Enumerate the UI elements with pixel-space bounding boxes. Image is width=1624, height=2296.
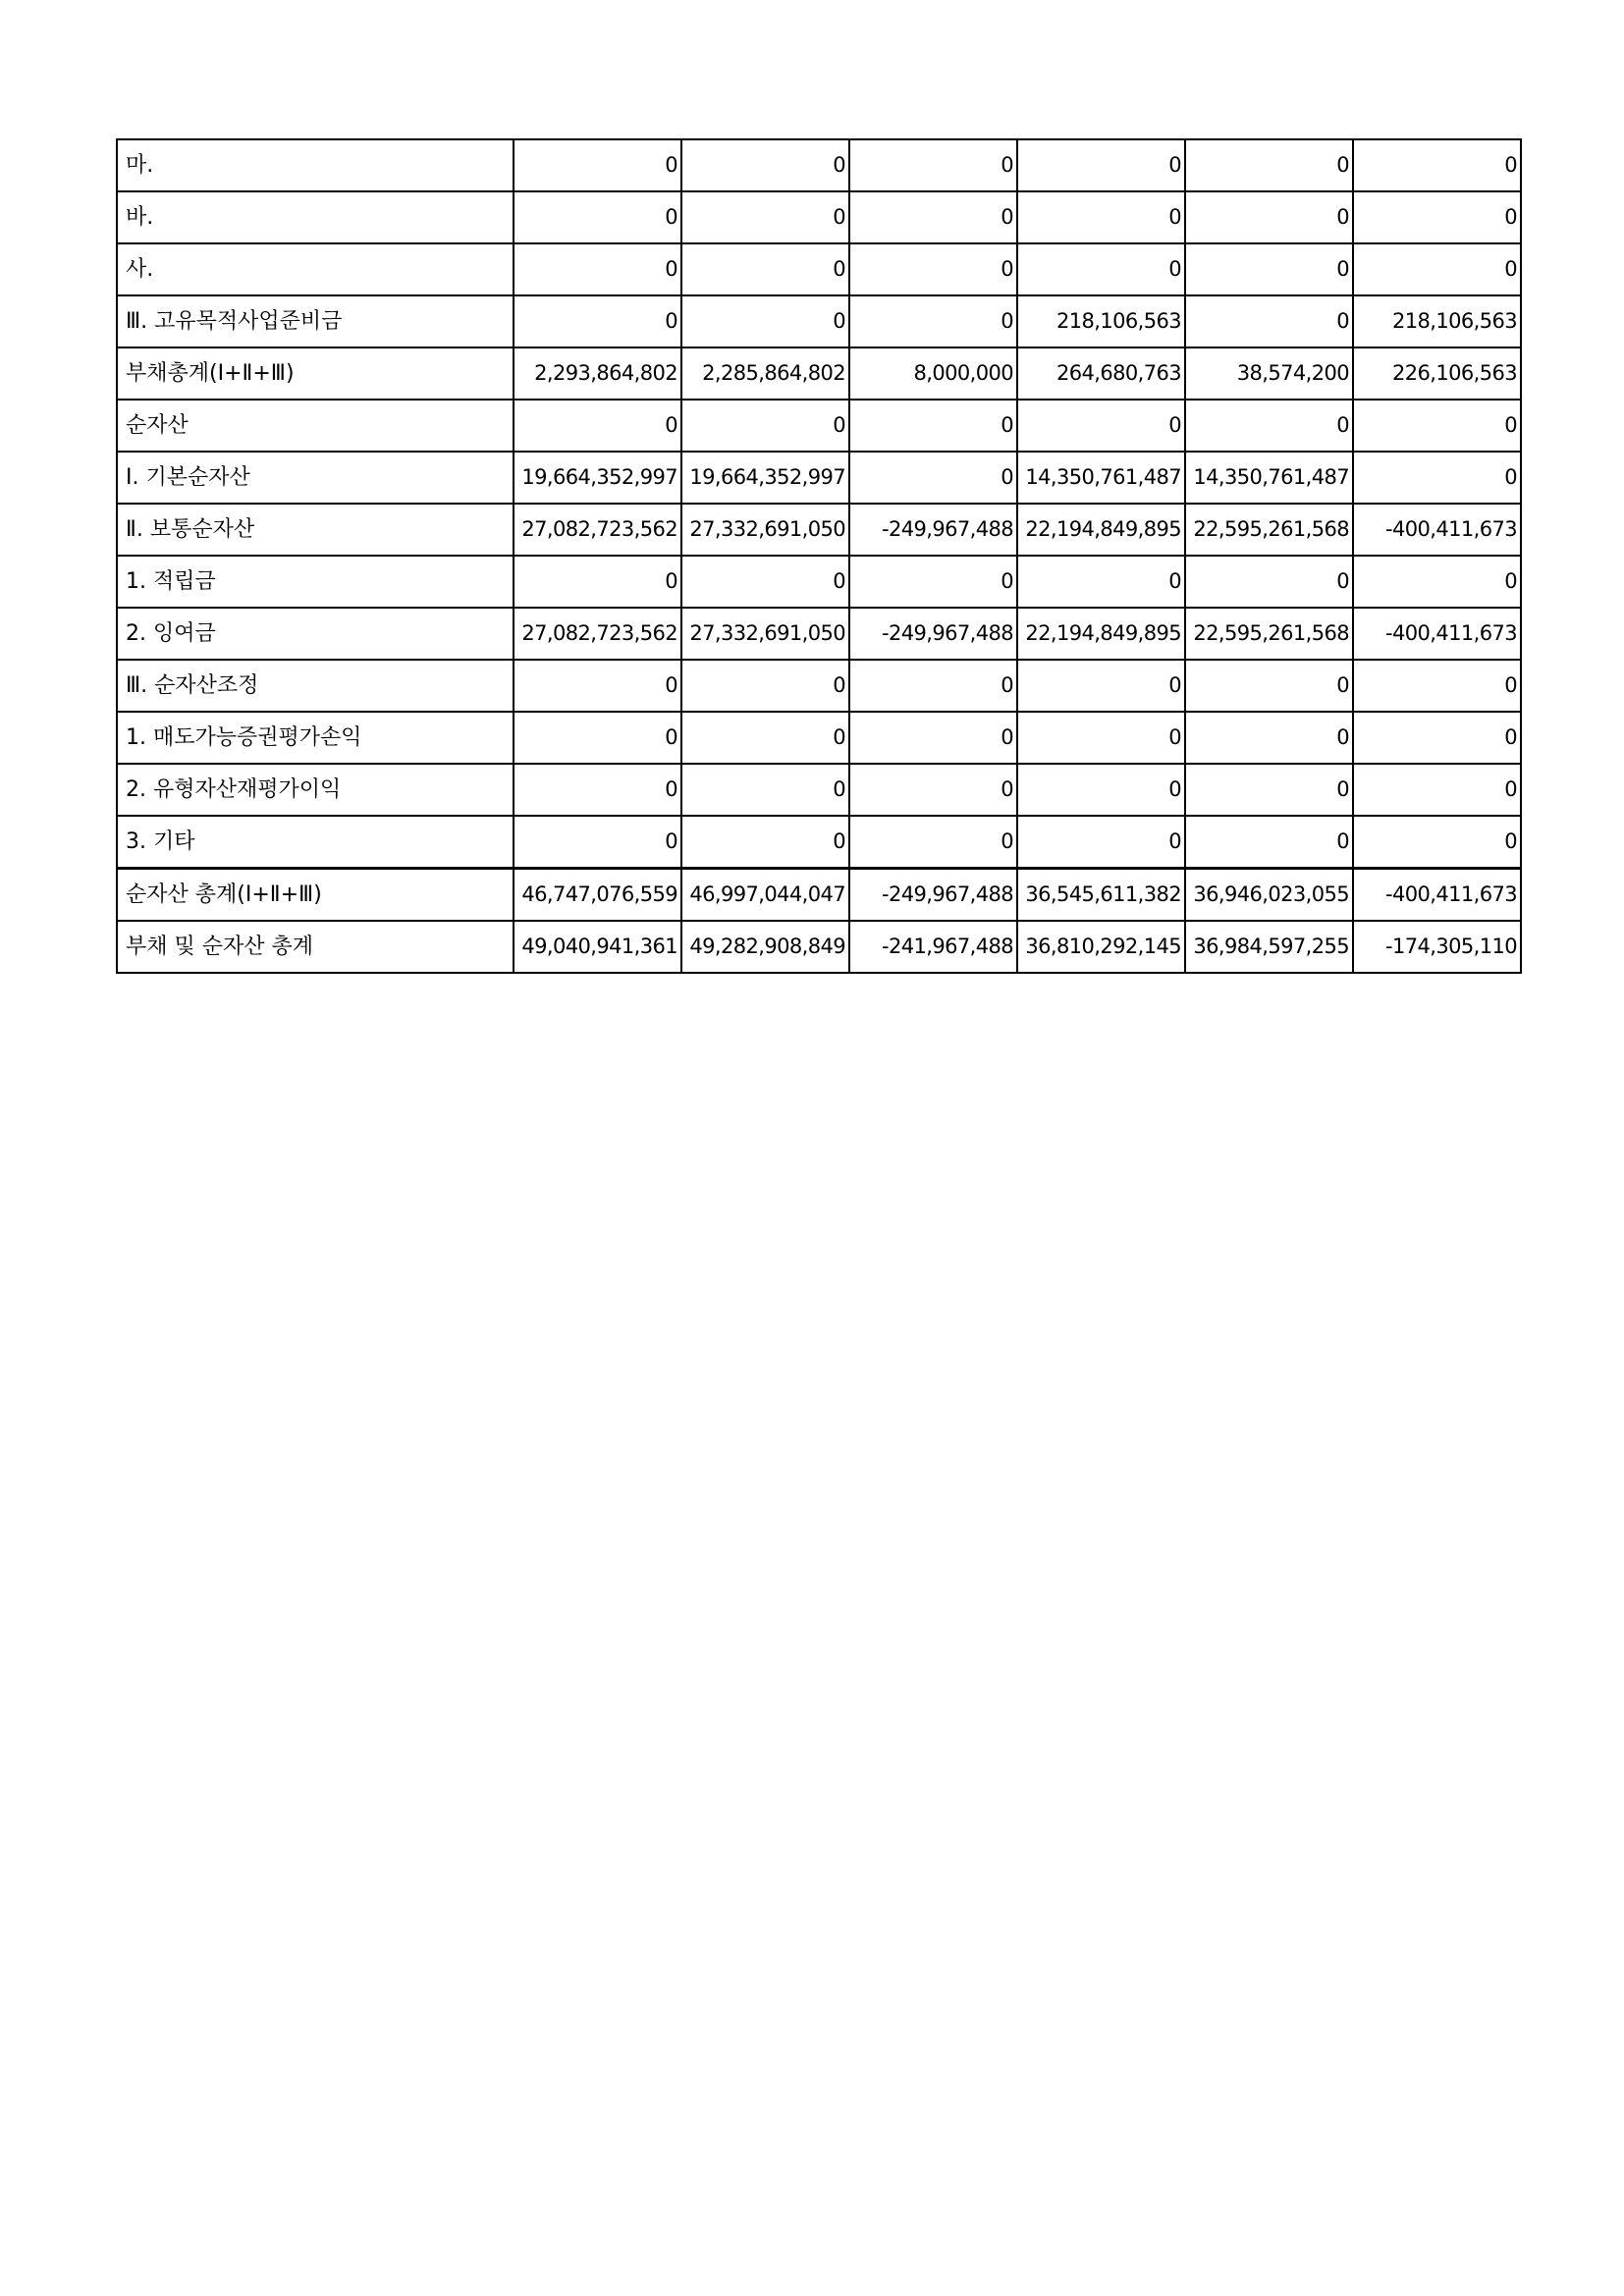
amount-cell: 0 [1353,660,1521,712]
amount-cell: 0 [1353,400,1521,452]
amount-cell: 22,194,849,895 [1017,504,1185,556]
amount-cell: 0 [1353,452,1521,504]
amount-cell: -241,967,488 [849,921,1017,973]
table-row [117,921,1521,973]
amount-cell: 2,285,864,802 [681,347,849,400]
amount-cell: 0 [1017,712,1185,764]
row-label: 1. 매도가능증권평가손익 [117,712,514,764]
row-label: 3. 기타 [117,816,514,869]
row-label: 2. 유형자산재평가이익 [117,764,514,816]
amount-cell: 0 [1353,712,1521,764]
amount-cell: 0 [681,139,849,191]
amount-cell: 0 [681,712,849,764]
amount-cell: 0 [514,139,681,191]
amount-cell: 0 [1185,556,1353,608]
amount-cell: 0 [849,295,1017,347]
amount-cell: 0 [1185,243,1353,295]
amount-cell: 38,574,200 [1185,347,1353,400]
amount-cell: 0 [849,816,1017,869]
amount-cell: 0 [1017,660,1185,712]
row-label: 바. [117,191,514,243]
table-row [117,191,1521,243]
amount-cell: 0 [514,816,681,869]
amount-cell: -249,967,488 [849,608,1017,660]
amount-cell: 14,350,761,487 [1185,452,1353,504]
table-row [117,764,1521,816]
amount-cell: 0 [514,712,681,764]
amount-cell: 46,747,076,559 [514,869,681,922]
amount-cell: 0 [1353,764,1521,816]
amount-cell: 49,282,908,849 [681,921,849,973]
amount-cell: -249,967,488 [849,504,1017,556]
amount-cell: 0 [514,243,681,295]
amount-cell: 49,040,941,361 [514,921,681,973]
amount-cell: 22,595,261,568 [1185,504,1353,556]
amount-cell: 27,332,691,050 [681,608,849,660]
amount-cell: 0 [849,139,1017,191]
amount-cell: 0 [1185,295,1353,347]
amount-cell: 14,350,761,487 [1017,452,1185,504]
table-body [117,139,1521,973]
amount-cell: 0 [1353,556,1521,608]
table-row [117,504,1521,556]
amount-cell: 0 [849,191,1017,243]
amount-cell: 0 [514,660,681,712]
amount-cell: 0 [849,660,1017,712]
amount-cell: 0 [681,764,849,816]
row-label: Ⅲ. 순자산조정 [117,660,514,712]
amount-cell: 0 [1017,400,1185,452]
table-row [117,712,1521,764]
amount-cell: 0 [681,295,849,347]
amount-cell: 8,000,000 [849,347,1017,400]
amount-cell: 0 [681,556,849,608]
row-label: 2. 잉여금 [117,608,514,660]
amount-cell: 218,106,563 [1353,295,1521,347]
row-label: 마. [117,139,514,191]
amount-cell: 0 [514,556,681,608]
amount-cell: 0 [1353,139,1521,191]
amount-cell: 36,810,292,145 [1017,921,1185,973]
row-label: 1. 적립금 [117,556,514,608]
amount-cell: 0 [1017,243,1185,295]
amount-cell: 0 [514,764,681,816]
amount-cell: 22,595,261,568 [1185,608,1353,660]
row-label: 부채 및 순자산 총계 [117,921,514,973]
amount-cell: 46,997,044,047 [681,869,849,922]
row-label: Ⅱ. 보통순자산 [117,504,514,556]
amount-cell: 0 [1185,712,1353,764]
amount-cell: 0 [1017,139,1185,191]
row-label: 사. [117,243,514,295]
amount-cell: 0 [1353,816,1521,869]
amount-cell: 0 [849,452,1017,504]
table-row [117,660,1521,712]
amount-cell: 0 [514,295,681,347]
amount-cell: 22,194,849,895 [1017,608,1185,660]
amount-cell: 0 [514,191,681,243]
amount-cell: 264,680,763 [1017,347,1185,400]
amount-cell: 36,984,597,255 [1185,921,1353,973]
amount-cell: 19,664,352,997 [514,452,681,504]
table-row [117,608,1521,660]
amount-cell: 0 [1353,191,1521,243]
row-label: Ⅰ. 기본순자산 [117,452,514,504]
amount-cell: 0 [1185,764,1353,816]
amount-cell: 0 [681,243,849,295]
amount-cell: 0 [681,660,849,712]
amount-cell: 0 [849,712,1017,764]
amount-cell: 0 [1017,764,1185,816]
amount-cell: 0 [681,191,849,243]
amount-cell: 36,545,611,382 [1017,869,1185,922]
amount-cell: 0 [1017,556,1185,608]
table-row [117,295,1521,347]
amount-cell: 0 [1185,660,1353,712]
amount-cell: 0 [1185,400,1353,452]
amount-cell: 19,664,352,997 [681,452,849,504]
amount-cell: 0 [849,764,1017,816]
table-row [117,400,1521,452]
row-label: 순자산 [117,400,514,452]
amount-cell: -174,305,110 [1353,921,1521,973]
amount-cell: 0 [1185,816,1353,869]
amount-cell: -400,411,673 [1353,608,1521,660]
amount-cell: 27,082,723,562 [514,504,681,556]
amount-cell: 0 [681,400,849,452]
amount-cell: 2,293,864,802 [514,347,681,400]
amount-cell: 0 [1017,191,1185,243]
amount-cell: 0 [1353,243,1521,295]
row-label: Ⅲ. 고유목적사업준비금 [117,295,514,347]
amount-cell: 27,332,691,050 [681,504,849,556]
table-row [117,869,1521,922]
amount-cell: 0 [514,400,681,452]
amount-cell: 226,106,563 [1353,347,1521,400]
amount-cell: -400,411,673 [1353,504,1521,556]
amount-cell: 0 [1185,139,1353,191]
table-row [117,816,1521,869]
balance-sheet-table [116,138,1522,974]
amount-cell: 0 [1017,816,1185,869]
row-label: 순자산 총계(Ⅰ+Ⅱ+Ⅲ) [117,869,514,922]
row-label: 부채총계(Ⅰ+Ⅱ+Ⅲ) [117,347,514,400]
amount-cell: 218,106,563 [1017,295,1185,347]
amount-cell: 0 [849,400,1017,452]
amount-cell: 0 [1185,191,1353,243]
amount-cell: -400,411,673 [1353,869,1521,922]
amount-cell: 0 [681,816,849,869]
table-row [117,347,1521,400]
amount-cell: 36,946,023,055 [1185,869,1353,922]
table-row [117,139,1521,191]
amount-cell: 0 [849,243,1017,295]
amount-cell: -249,967,488 [849,869,1017,922]
amount-cell: 0 [849,556,1017,608]
table-row [117,556,1521,608]
amount-cell: 27,082,723,562 [514,608,681,660]
table-row [117,243,1521,295]
table-row [117,452,1521,504]
